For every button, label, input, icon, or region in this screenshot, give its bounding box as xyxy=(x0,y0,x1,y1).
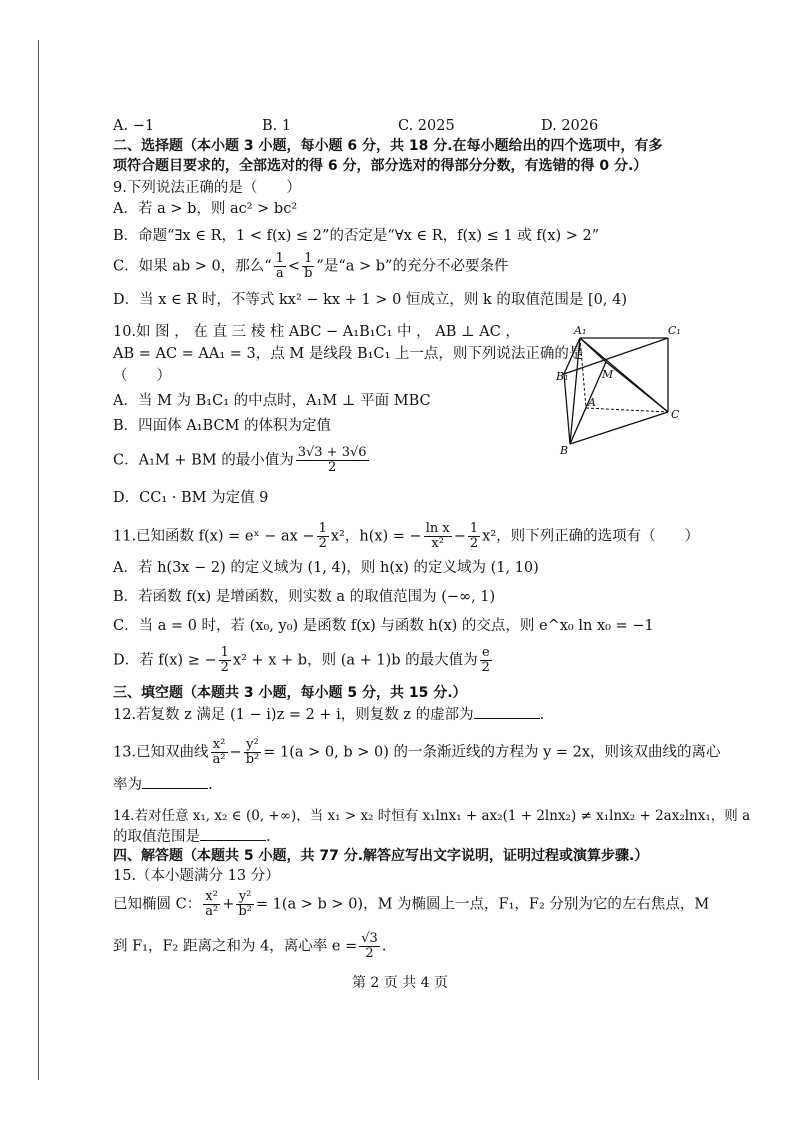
q9-option-b: B．命题“∃x ∈ R，1 < f(x) ≤ 2”的否定是“∀x ∈ R，f(x) ≤ 1 或 f(x) > 2” xyxy=(113,228,600,244)
q12 xyxy=(113,704,544,725)
fraction-numerator: e xyxy=(480,646,492,661)
q11-d-half xyxy=(219,646,231,675)
label-m: M xyxy=(602,368,614,381)
label-c1: C₁ xyxy=(668,324,681,337)
q11-stem xyxy=(113,522,699,551)
hidden-edge-a-c xyxy=(586,408,668,412)
q11-d-e-half xyxy=(480,646,492,675)
q10-option-a: A．当 M 为 B₁C₁ 的中点时，A₁M ⊥ 平面 MBC xyxy=(113,393,431,409)
q12-text-pre: 12.若复数 z 满足 (1 − i)z = 2 + i，则复数 z 的虚部为 xyxy=(113,707,474,723)
q11-option-d xyxy=(113,646,494,675)
q10-option-d: D．CC₁ · BM 为定值 9 xyxy=(113,490,269,506)
section3-heading: 三、填空题（本题共 3 小题，每小题 5 分，共 15 分.） xyxy=(113,685,467,701)
fraction-numerator: y² xyxy=(236,890,254,905)
q13-line2-post: . xyxy=(208,777,213,793)
edge-b-c xyxy=(570,412,668,444)
fraction-denominator: b² xyxy=(245,752,260,767)
fraction-denominator: 2 xyxy=(365,946,374,961)
q9-c-fraction-1 xyxy=(274,252,286,281)
q14-answer-blank[interactable] xyxy=(200,826,266,841)
label-a: A xyxy=(588,396,596,409)
q9-c-text-pre: C．如果 ab > 0，那么“ xyxy=(113,258,272,275)
q14-line2-pre: 的取值范围是 xyxy=(113,829,200,845)
q15-l2-pre: 到 F₁，F₂ 距离之和为 4，离心率 e = xyxy=(113,938,358,955)
q13-minus: − xyxy=(229,744,242,761)
q13-line2-pre: 率为 xyxy=(113,777,142,793)
q10-option-c xyxy=(113,446,371,475)
q9-c-text-post: ”是“a > b”的充分不必要条件 xyxy=(316,258,509,275)
fraction-numerator: 1 xyxy=(275,251,284,266)
q11-stem-mid2: − xyxy=(453,528,466,545)
q15-y-fraction xyxy=(236,890,254,919)
q15-l2-post: . xyxy=(381,938,387,955)
edge-a1-m xyxy=(580,338,606,362)
label-a1: A₁ xyxy=(574,324,587,337)
q9-c-less-than: < xyxy=(287,258,301,275)
fraction-denominator: a² xyxy=(205,904,219,919)
q8-option-d: D. 2026 xyxy=(541,118,599,134)
q11-option-c: C．当 a = 0 时，若 (x₀, y₀) 是函数 f(x) 与函数 h(x) 的交点，则 e^x₀ ln x₀ = −1 xyxy=(113,618,654,634)
q15-line2 xyxy=(113,932,386,961)
binding-margin-line xyxy=(38,40,39,1080)
fraction-denominator: 2 xyxy=(318,536,327,551)
q13-answer-blank[interactable] xyxy=(142,774,208,789)
q9-c-fraction-2 xyxy=(302,252,314,281)
fraction-denominator: b xyxy=(304,266,313,281)
q15-heading: 15.（本小题满分 13 分） xyxy=(113,868,280,884)
q10-c-fraction xyxy=(296,446,369,475)
q11-d-mid: x² + x + b，则 (a + 1)b 的最大值为 xyxy=(232,652,478,669)
q11-ln-fraction xyxy=(424,522,452,551)
fraction-numerator: y² xyxy=(244,738,262,753)
q11-half-2 xyxy=(468,522,480,551)
q15-x-fraction xyxy=(203,890,220,919)
q13-pre: 13.已知双曲线 xyxy=(113,744,209,761)
section2-heading-line1: 二、选择题（本小题 3 小题，每小题 6 分，共 18 分.在每小题给出的四个选项中，有多 xyxy=(113,138,663,154)
q11-half-1 xyxy=(317,522,329,551)
q12-answer-blank[interactable] xyxy=(474,704,540,719)
fraction-denominator: a xyxy=(275,266,284,281)
fraction-numerator: x² xyxy=(211,738,228,753)
fraction-denominator: 2 xyxy=(481,660,490,675)
q13-line1 xyxy=(113,738,721,767)
edge-b1-b xyxy=(564,374,570,444)
section4-heading: 四、解答题（本题共 5 小题，共 77 分.解答应写出文字说明，证明过程或演算步骤.） xyxy=(113,848,649,864)
q9-option-a: A．若 a > b，则 ac² > bc² xyxy=(113,201,298,217)
fraction-numerator: 3√3 + 3√6 xyxy=(297,445,367,460)
q8-option-c: C. 2025 xyxy=(398,118,455,134)
hidden-edge-a1-a xyxy=(580,338,586,408)
q15-l1-pre: 已知椭圆 C： xyxy=(113,896,202,913)
edge-a1-b xyxy=(570,338,580,444)
label-c: C xyxy=(671,408,680,421)
q15-e-fraction xyxy=(359,932,380,961)
q8-option-b: B. 1 xyxy=(262,118,292,134)
fraction-numerator: 1 xyxy=(302,252,314,267)
q13-x-fraction xyxy=(211,738,228,767)
page-footer: 第 2 页 共 4 页 xyxy=(351,975,449,991)
q15-l1-post: = 1(a > b > 0)，M 为椭圆上一点，F₁，F₂ 分别为它的左右焦点，M xyxy=(255,896,710,913)
q10-option-b: B．四面体 A₁BCM 的体积为定值 xyxy=(113,418,332,434)
label-b1: B₁ xyxy=(556,370,569,383)
q10-c-text-pre: C．A₁M + BM 的最小值为 xyxy=(113,452,294,469)
q12-text-post: . xyxy=(539,707,545,723)
q14-line1: 14.若对任意 x₁, x₂ ∈ (0, +∞)，当 x₁ > x₂ 时恒有 x₁lnx₁ + ax₂(1 + 2lnx₂) ≠ x₁lnx₂ + 2ax₂lnx₁，则 a xyxy=(113,808,751,824)
q11-stem-mid: x²，h(x) = − xyxy=(330,528,422,545)
q10-stem-line1: 10.如 图 ， 在 直 三 棱 柱 ABC − A₁B₁C₁ 中 ， AB ⊥ AC ， xyxy=(113,324,520,340)
fraction-numerator: x² xyxy=(203,890,220,905)
q13-line2 xyxy=(113,774,213,795)
q9-option-d: D．当 x ∈ R 时，不等式 kx² − kx + 1 > 0 恒成立，则 k 的取值范围是 [0, 4) xyxy=(113,292,627,308)
edge-m-c xyxy=(606,362,668,412)
q13-post: = 1(a > 0, b > 0) 的一条渐近线的方程为 y = 2x，则该双曲线的离心 xyxy=(263,744,721,761)
q15-plus: + xyxy=(222,896,235,913)
fraction-numerator: 1 xyxy=(220,645,229,660)
fraction-numerator: ln x xyxy=(425,521,450,536)
q11-option-b: B．若函数 f(x) 是增函数，则实数 a 的取值范围为 (−∞, 1) xyxy=(113,589,496,605)
q14-line2-post: . xyxy=(266,829,271,845)
q9-option-c xyxy=(113,252,508,281)
fraction-denominator: x² xyxy=(431,536,444,551)
q11-stem-post: x²，则下列正确的选项有（ ） xyxy=(482,528,700,545)
q13-y-fraction xyxy=(244,738,262,767)
q11-option-a: A．若 h(3x − 2) 的定义域为 (1, 4)，则 h(x) 的定义域为 (1, 10) xyxy=(113,560,539,576)
q15-line1 xyxy=(113,890,709,919)
q8-option-a: A. −1 xyxy=(113,118,155,134)
fraction-denominator: b² xyxy=(238,904,252,919)
fraction-numerator: 1 xyxy=(469,521,479,536)
label-b: B xyxy=(560,444,569,457)
fraction-denominator: 2 xyxy=(220,660,229,675)
section2-heading-line2: 项符合题目要求的，全部选对的得 6 分，部分选对的得部分分数，有选错的得 0 分.） xyxy=(113,158,648,174)
q14-line2 xyxy=(113,826,271,847)
fraction-denominator: 2 xyxy=(327,460,337,475)
fraction-numerator: 1 xyxy=(318,521,327,536)
q10-prism-figure xyxy=(556,322,696,462)
q11-stem-pre: 11.已知函数 f(x) = eˣ − ax − xyxy=(113,528,315,545)
q10-stem-line2: AB = AC = AA₁ = 3，点 M 是线段 B₁C₁ 上一点，则下列说法正确的是 xyxy=(113,346,584,362)
fraction-denominator: 2 xyxy=(469,536,479,551)
q9-stem: 9.下列说法正确的是（ ） xyxy=(113,180,301,196)
q11-d-pre: D．若 f(x) ≥ − xyxy=(113,652,217,669)
q10-stem-line3: （ ） xyxy=(113,368,171,384)
fraction-denominator: a² xyxy=(212,752,226,767)
fraction-numerator: √3 xyxy=(361,931,378,946)
